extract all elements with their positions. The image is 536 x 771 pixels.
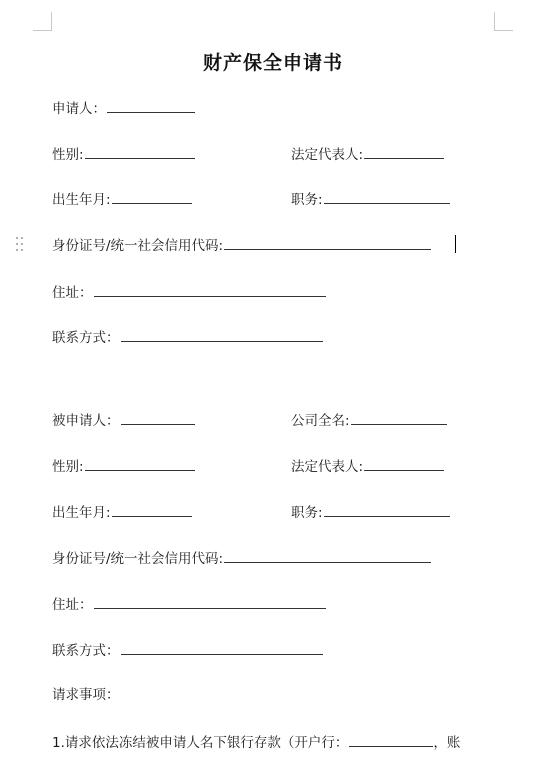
respondent-gender-line[interactable]	[52, 457, 195, 476]
applicant-id-field[interactable]	[224, 236, 431, 250]
respondent-gender-label: 性别:	[52, 459, 84, 475]
requests-heading: 请求事项：	[52, 687, 120, 703]
request-item-1-text: 1.请求依法冻结被申请人名下银行存款（开户行：	[52, 735, 349, 751]
page-corner-mark-top-right	[494, 12, 513, 31]
applicant-id-label: 身份证号/统一社会信用代码:	[52, 238, 224, 254]
respondent-name-label: 被申请人：	[52, 413, 120, 429]
applicant-birth-label: 出生年月:	[52, 192, 111, 208]
document-title: 财产保全申请书	[202, 52, 343, 74]
applicant-name-label: 申请人：	[52, 101, 106, 117]
respondent-address-line[interactable]	[52, 595, 326, 614]
applicant-birth-field[interactable]	[112, 190, 192, 204]
applicant-gender-line[interactable]	[52, 145, 195, 164]
respondent-address-label: 住址：	[52, 597, 93, 613]
respondent-id-line[interactable]	[52, 549, 431, 568]
respondent-birth-line[interactable]	[52, 503, 192, 522]
request-bank-field[interactable]	[349, 733, 433, 747]
applicant-birth-line[interactable]	[52, 190, 192, 209]
respondent-name-field[interactable]	[121, 411, 195, 425]
respondent-position-field[interactable]	[324, 503, 450, 517]
request-item-1[interactable]	[52, 733, 460, 752]
applicant-contact-line[interactable]	[52, 328, 323, 347]
respondent-contact-label: 联系方式：	[52, 643, 120, 659]
applicant-address-line[interactable]	[52, 283, 326, 302]
applicant-legal-rep-field[interactable]	[364, 145, 444, 159]
respondent-id-label: 身份证号/统一社会信用代码:	[52, 551, 224, 567]
respondent-address-field[interactable]	[94, 595, 326, 609]
request-item-1-tail: ，账	[433, 735, 461, 751]
applicant-position-field[interactable]	[324, 190, 450, 204]
respondent-legal-rep-field[interactable]	[364, 457, 444, 471]
respondent-contact-field[interactable]	[121, 641, 323, 655]
respondent-gender-field[interactable]	[85, 457, 195, 471]
applicant-address-field[interactable]	[94, 283, 326, 297]
respondent-contact-line[interactable]	[52, 641, 323, 660]
applicant-name-field[interactable]	[107, 99, 195, 113]
respondent-birth-label: 出生年月:	[52, 505, 111, 521]
applicant-position-line[interactable]	[291, 190, 450, 209]
applicant-address-label: 住址：	[52, 285, 93, 301]
respondent-company-label: 公司全名:	[291, 413, 350, 429]
applicant-id-line[interactable]	[52, 236, 431, 255]
applicant-contact-field[interactable]	[121, 328, 323, 342]
applicant-legal-rep-line[interactable]	[291, 145, 444, 164]
respondent-name-line[interactable]	[52, 411, 195, 430]
applicant-name-line[interactable]	[52, 99, 195, 118]
respondent-legal-rep-label: 法定代表人:	[291, 459, 364, 475]
respondent-position-label: 职务:	[291, 505, 323, 521]
respondent-position-line[interactable]	[291, 503, 450, 522]
respondent-birth-field[interactable]	[112, 503, 192, 517]
applicant-gender-field[interactable]	[85, 145, 195, 159]
page-corner-mark-top-left	[33, 12, 52, 31]
respondent-legal-rep-line[interactable]	[291, 457, 444, 476]
drag-handle-icon[interactable]	[15, 236, 25, 252]
applicant-contact-label: 联系方式：	[52, 330, 120, 346]
respondent-company-field[interactable]	[351, 411, 447, 425]
applicant-legal-rep-label: 法定代表人:	[291, 147, 364, 163]
text-cursor	[455, 235, 456, 253]
applicant-position-label: 职务:	[291, 192, 323, 208]
respondent-id-field[interactable]	[224, 549, 431, 563]
respondent-company-line[interactable]	[291, 411, 447, 430]
applicant-gender-label: 性别:	[52, 147, 84, 163]
